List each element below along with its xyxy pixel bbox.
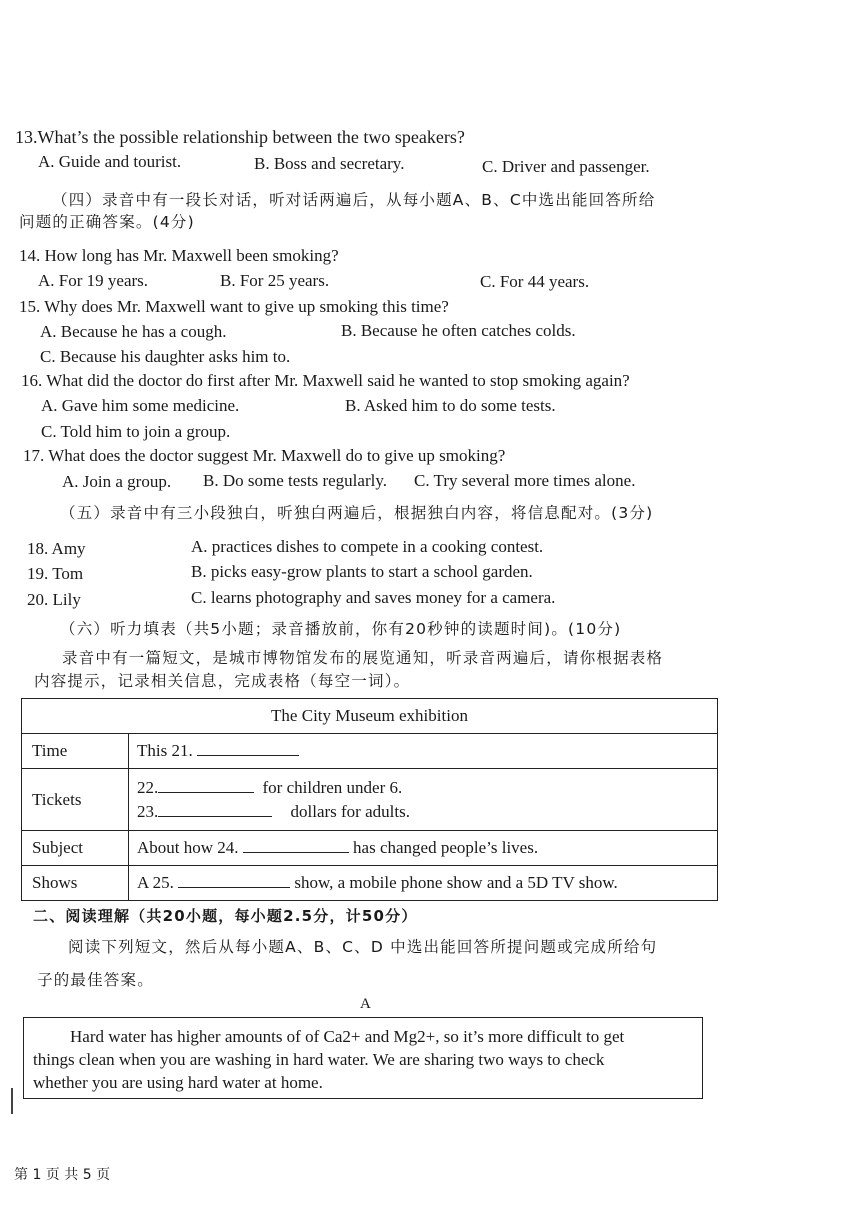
- reading-heading: 二、阅读理解（共20小题，每小题2.5分，计50分）: [33, 907, 418, 925]
- reading-instruction-line1: 阅读下列短文，然后从每小题A、B、C、D 中选出能回答所提问题或完成所给句: [68, 938, 658, 956]
- match-person-20: 20. Lily: [27, 590, 81, 609]
- q16-option-b: B. Asked him to do some tests.: [345, 396, 556, 415]
- q14-option-c: C. For 44 years.: [480, 272, 590, 291]
- tickets-num-23: 23.: [137, 801, 159, 821]
- match-person-19: 19. Tom: [27, 564, 84, 583]
- q13-option-b: B. Boss and secretary.: [254, 154, 405, 173]
- q17-question: 17. What does the doctor suggest Mr. Maxwell do to give up smoking?: [23, 446, 506, 465]
- table-title: The City Museum exhibition: [22, 699, 718, 734]
- match-person-18: 18. Amy: [27, 539, 86, 558]
- q17-option-a: A. Join a group.: [62, 472, 172, 491]
- tickets-text-23: dollars for adults.: [290, 801, 410, 821]
- section6-heading: （六）听力填表（共5小题；录音播放前，你有20秒钟的读题时间)。(10分): [60, 620, 622, 638]
- section6-instruction-line2: 内容提示，记录相关信息，完成表格（每空一词）。: [34, 672, 411, 690]
- passage-line1: Hard water has higher amounts of of Ca2+ and Mg2+, so it’s more difficult to get: [70, 1027, 625, 1046]
- shows-label: Shows: [22, 866, 129, 901]
- passage-box: [23, 1017, 703, 1099]
- blank-24[interactable]: [243, 838, 349, 853]
- museum-exhibition-table: [21, 698, 718, 901]
- match-option-b: B. picks easy-grow plants to start a school garden.: [191, 562, 533, 581]
- q16-question: 16. What did the doctor do first after Mr. Maxwell said he wanted to stop smoking again?: [21, 371, 630, 390]
- q15-option-b: B. Because he often catches colds.: [341, 321, 576, 340]
- passage-letter: A: [360, 996, 371, 1012]
- blank-23[interactable]: [158, 802, 272, 817]
- q13-option-c: C. Driver and passenger.: [482, 157, 650, 176]
- reading-instruction-line2: 子的最佳答案。: [37, 971, 154, 989]
- tickets-label: Tickets: [22, 769, 129, 831]
- q13-option-a: A. Guide and tourist.: [38, 152, 182, 171]
- blank-22[interactable]: [158, 778, 254, 793]
- shows-after: show, a mobile phone show and a 5D TV show.: [294, 873, 618, 892]
- tickets-text-22: for children under 6.: [262, 777, 403, 797]
- section4-instruction-line1: （四）录音中有一段长对话，听对话两遍后，从每小题A、B、C中选出能回答所给: [52, 191, 656, 209]
- blank-25[interactable]: [178, 873, 290, 888]
- shows-cell: [129, 866, 718, 901]
- time-text: This 21.: [137, 741, 193, 760]
- q14-option-b: B. For 25 years.: [220, 271, 330, 290]
- tickets-cell: [129, 769, 718, 831]
- q15-option-c: C. Because his daughter asks him to.: [40, 347, 291, 366]
- section4-instruction-line2: 问题的正确答案。(4分): [19, 213, 195, 231]
- match-option-c: C. learns photography and saves money for a camera.: [191, 588, 556, 607]
- q16-option-a: A. Gave him some medicine.: [41, 396, 240, 415]
- time-label: Time: [22, 734, 129, 769]
- passage-line2: things clean when you are washing in hard water. We are sharing two ways to check: [33, 1050, 605, 1069]
- subject-after: has changed people’s lives.: [353, 838, 539, 857]
- subject-label: Subject: [22, 831, 129, 866]
- q17-option-b: B. Do some tests regularly.: [203, 471, 387, 490]
- blank-21[interactable]: [197, 741, 299, 756]
- shows-before: A 25.: [137, 873, 174, 892]
- subject-cell: [129, 831, 718, 866]
- margin-mark: [11, 1088, 13, 1114]
- q17-option-c: C. Try several more times alone.: [414, 471, 636, 490]
- section6-instruction-line1: 录音中有一篇短文，是城市博物馆发布的展览通知，听录音两遍后，请你根据表格: [62, 649, 664, 667]
- subject-before: About how 24.: [137, 838, 239, 857]
- q14-option-a: A. For 19 years.: [38, 271, 149, 290]
- q13-question: 13.What’s the possible relationship between the two speakers?: [15, 127, 465, 147]
- page-footer: 第 1 页 共 5 页: [14, 1167, 111, 1183]
- tickets-num-22: 22.: [137, 777, 159, 797]
- section5-instruction: （五）录音中有三小段独白，听独白两遍后，根据独白内容，将信息配对。(3分): [60, 504, 654, 522]
- time-cell: [129, 734, 718, 769]
- q16-option-c: C. Told him to join a group.: [41, 422, 231, 441]
- passage-line3: whether you are using hard water at home.: [33, 1073, 323, 1092]
- match-option-a: A. practices dishes to compete in a cooking contest.: [191, 537, 544, 556]
- q15-question: 15. Why does Mr. Maxwell want to give up smoking this time?: [19, 297, 449, 316]
- q14-question: 14. How long has Mr. Maxwell been smoking?: [19, 246, 339, 265]
- q15-option-a: A. Because he has a cough.: [40, 322, 227, 341]
